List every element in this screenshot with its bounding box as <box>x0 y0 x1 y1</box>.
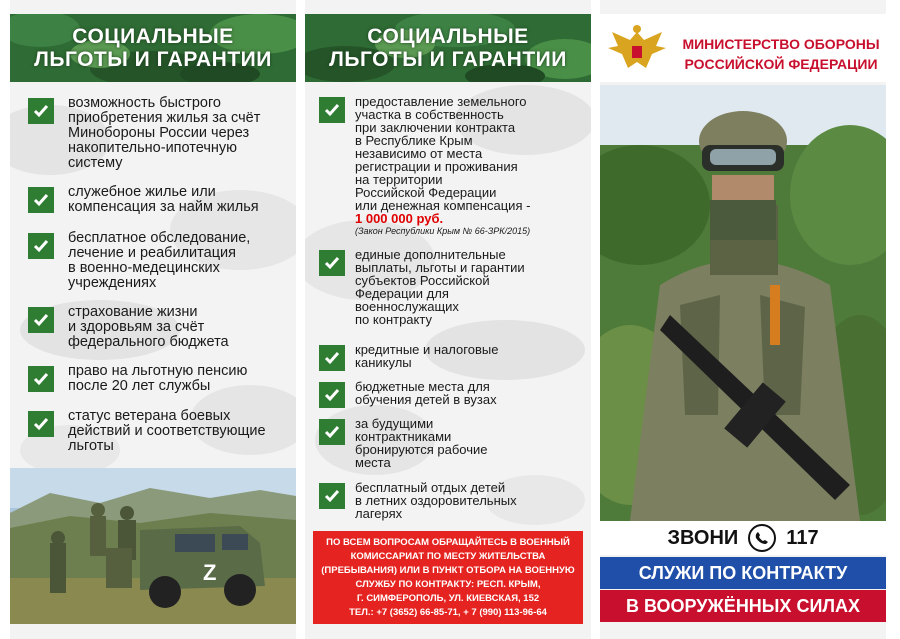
list-item <box>319 380 583 408</box>
checkmark-icon <box>319 345 345 371</box>
middle-title-line2: ЛЬГОТЫ И ГАРАНТИИ <box>329 48 567 71</box>
ministry-header <box>600 14 886 82</box>
list-item-text: право на льготную пенсию после 20 лет службы <box>68 363 248 394</box>
middle-title-line1: СОЦИАЛЬНЫЕ <box>367 25 529 48</box>
left-header <box>10 14 296 82</box>
left-panel <box>10 0 296 639</box>
list-item <box>28 231 288 291</box>
law-note: (Закон Республики Крым № 66-ЗРК/2015) <box>355 226 531 236</box>
list-item-text: бюджетные места для обучения детей в вузах <box>355 379 497 407</box>
list-item-text: за будущими контрактниками бронируются рабочие места <box>355 416 488 470</box>
checkmark-icon <box>28 366 54 392</box>
left-title <box>10 14 296 82</box>
phone-icon <box>748 524 776 552</box>
list-item-text: служебное жилье или компенсация за найм жилья <box>68 184 259 215</box>
list-item-text: кредитные и налоговые каникулы <box>355 342 499 370</box>
list-item <box>319 417 583 469</box>
checkmark-icon <box>319 382 345 408</box>
list-item-text: предоставление земельного участка в собственность при заключении контракта в Республике Крым независимо от места регистрации и проживания на территории Российской Федерации или денежная компенсация - 1 000 000 руб. (Закон Республики Крым № 66-ЗРК/2015) <box>355 94 531 236</box>
list-item-text: возможность быстрого приобретения жилья за счёт Минобороны России через накопительно-ипотечную систему <box>68 95 261 171</box>
checkmark-icon <box>28 187 54 213</box>
photo-soldier-portrait <box>600 85 886 521</box>
list-item <box>28 409 288 454</box>
middle-header <box>305 14 591 82</box>
list-item <box>319 481 583 520</box>
left-title-line2: ЛЬГОТЫ И ГАРАНТИИ <box>34 48 272 71</box>
right-panel <box>600 0 886 639</box>
contact-box: ПО ВСЕМ ВОПРОСАМ ОБРАЩАЙТЕСЬ В ВОЕННЫЙ КОМИССАРИАТ ПО МЕСТУ ЖИТЕЛЬСТВА (ПРЕБЫВАНИЯ) ИЛИ В ПУНКТ ОТБОРА НА ВОЕННУЮ СЛУЖБУ ПО КОНТРАКТУ: РЕСП. КРЫМ, Г. СИМФЕРОПОЛЬ, УЛ. КИЕВСКАЯ, 152 ТЕЛ.: +7 (3652) 66-85-71, + 7 (990) 113-96-64 <box>313 531 583 624</box>
vehicle-z-letter: Z <box>203 560 217 585</box>
call-number: 117 <box>786 526 819 549</box>
call-label: ЗВОНИ <box>667 526 739 549</box>
checkmark-icon <box>28 233 54 259</box>
slogan-band-red: В ВООРУЖЁННЫХ СИЛАХ <box>600 590 886 622</box>
checkmark-icon <box>319 97 345 123</box>
list-item <box>319 343 583 371</box>
checkmark-icon <box>28 307 54 333</box>
checkmark-icon <box>319 250 345 276</box>
list-item-text: бесплатное обследование, лечение и реабилитация в военно-медецинских учреждениях <box>68 230 251 291</box>
list-item <box>319 95 583 237</box>
list-item <box>28 185 288 215</box>
photo-soldiers-vehicle <box>10 468 296 624</box>
double-headed-eagle-emblem-icon <box>606 24 668 74</box>
list-item-text: бесплатный отдых детей в летних оздоровительных лагерях <box>355 480 517 521</box>
list-item-text: статус ветерана боевых действий и соответствующие льготы <box>68 408 266 454</box>
list-item <box>319 248 583 326</box>
middle-title <box>305 14 591 82</box>
middle-panel <box>305 0 591 639</box>
list-item <box>28 364 288 394</box>
call-banner <box>600 521 886 555</box>
left-title-line1: СОЦИАЛЬНЫЕ <box>72 25 234 48</box>
compensation-amount: 1 000 000 руб. <box>355 211 444 226</box>
list-item <box>28 305 288 350</box>
checkmark-icon <box>28 411 54 437</box>
checkmark-icon <box>28 98 54 124</box>
checkmark-icon <box>319 419 345 445</box>
ministry-title: МИНИСТЕРСТВО ОБОРОНЫ РОССИЙСКОЙ ФЕДЕРАЦИИ <box>682 36 880 72</box>
list-item-text: страхование жизни и здоровьям за счёт федерального бюджета <box>68 304 229 350</box>
list-item <box>28 96 288 171</box>
list-item-text: единые дополнительные выплаты, льготы и гарантии субъектов Российской Федерации для военнослужащих по контракту <box>355 247 525 327</box>
checkmark-icon <box>319 483 345 509</box>
slogan-band-blue: СЛУЖИ ПО КОНТРАКТУ <box>600 557 886 589</box>
